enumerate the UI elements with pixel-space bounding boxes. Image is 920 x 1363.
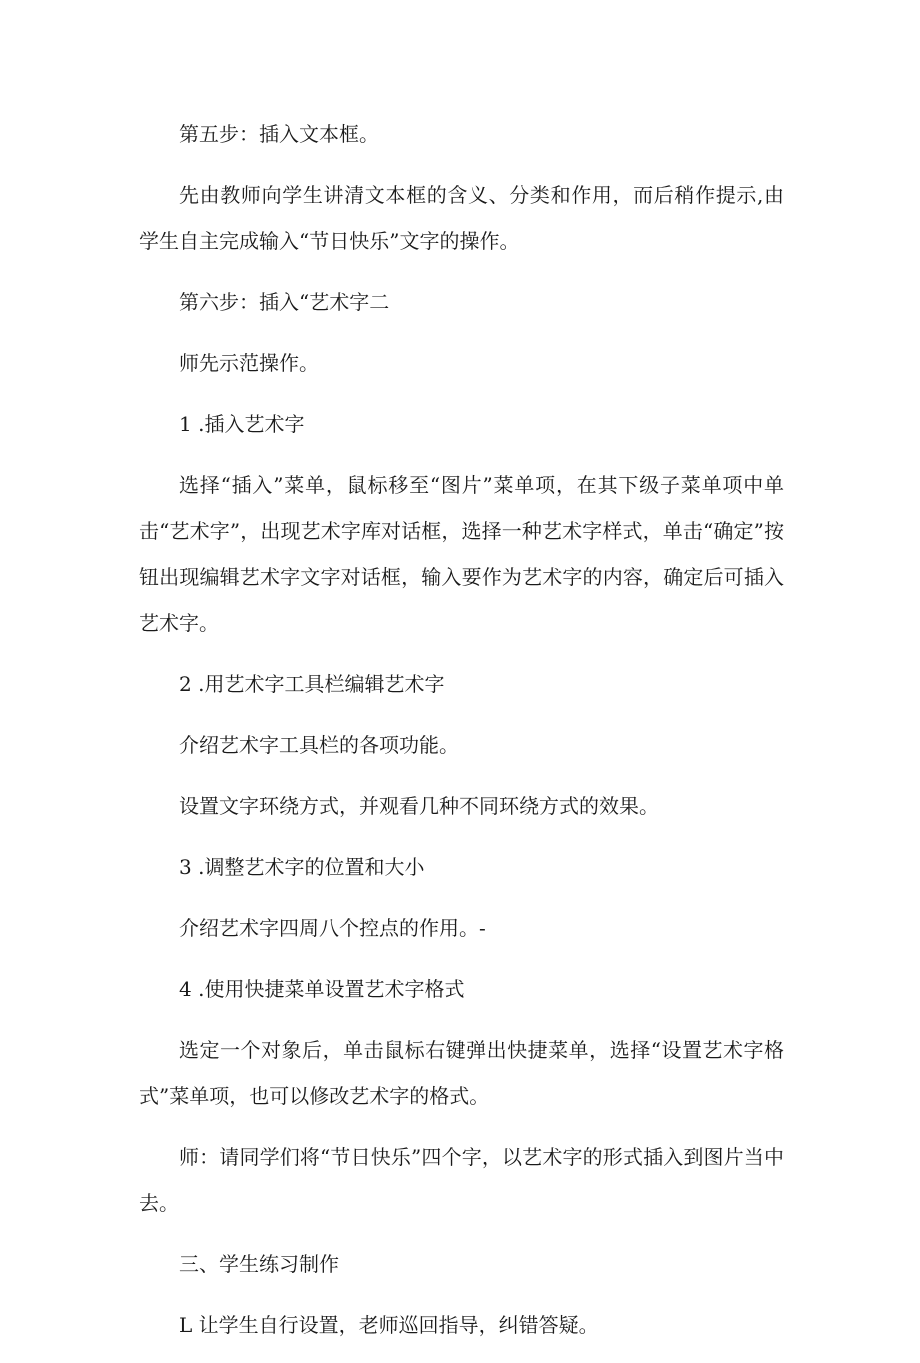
paragraph-textbox-explain: 先由教师向学生讲清文本框的含义、分类和作用，而后稍作提示,由学生自主完成输入“节日快乐”文字的操作。 (139, 183, 784, 253)
paragraph-item1-heading: 1 .插入艺术字 (179, 412, 305, 436)
paragraph-section3-heading: 三、学生练习制作 (179, 1252, 339, 1276)
paragraph-item3-heading: 3 .调整艺术字的位置和大小 (179, 855, 425, 879)
paragraph-teacher-task: 师：请同学们将“节日快乐”四个字，以艺术字的形式插入到图片当中去。 (139, 1145, 784, 1215)
paragraph-step6-heading: 第六步：插入“艺术字二 (179, 290, 390, 314)
paragraph-step5-heading: 第五步：插入文本框。 (179, 122, 379, 146)
paragraph-student-practice: L 让学生自行设置，老师巡回指导，纠错答疑。 (179, 1313, 599, 1337)
paragraph-item2-heading: 2 .用艺术字工具栏编辑艺术字 (179, 672, 445, 696)
document-body (139, 111, 784, 1363)
paragraph-text-wrap: 设置文字环绕方式，并观看几种不同环绕方式的效果。 (179, 794, 659, 818)
paragraph-control-points: 介绍艺术字四周八个控点的作用。- (179, 916, 486, 940)
paragraph-insert-wordart-steps: 选择“插入”菜单，鼠标移至“图片”菜单项，在其下级子菜单项中单击“艺术字”，出现艺术字库对话框，选择一种艺术字样式，单击“确定”按钮出现编辑艺术字文字对话框，输入要作为艺术字的内容，确定后可插入艺术字。 (139, 473, 784, 635)
paragraph-context-menu: 选定一个对象后，单击鼠标右键弹出快捷菜单，选择“设置艺术字格式”菜单项，也可以修改艺术字的格式。 (139, 1038, 784, 1108)
paragraph-item4-heading: 4 .使用快捷菜单设置艺术字格式 (179, 977, 465, 1001)
paragraph-toolbar-intro: 介绍艺术字工具栏的各项功能。 (179, 733, 459, 757)
paragraph-teacher-demo: 师先示范操作。 (179, 351, 319, 375)
